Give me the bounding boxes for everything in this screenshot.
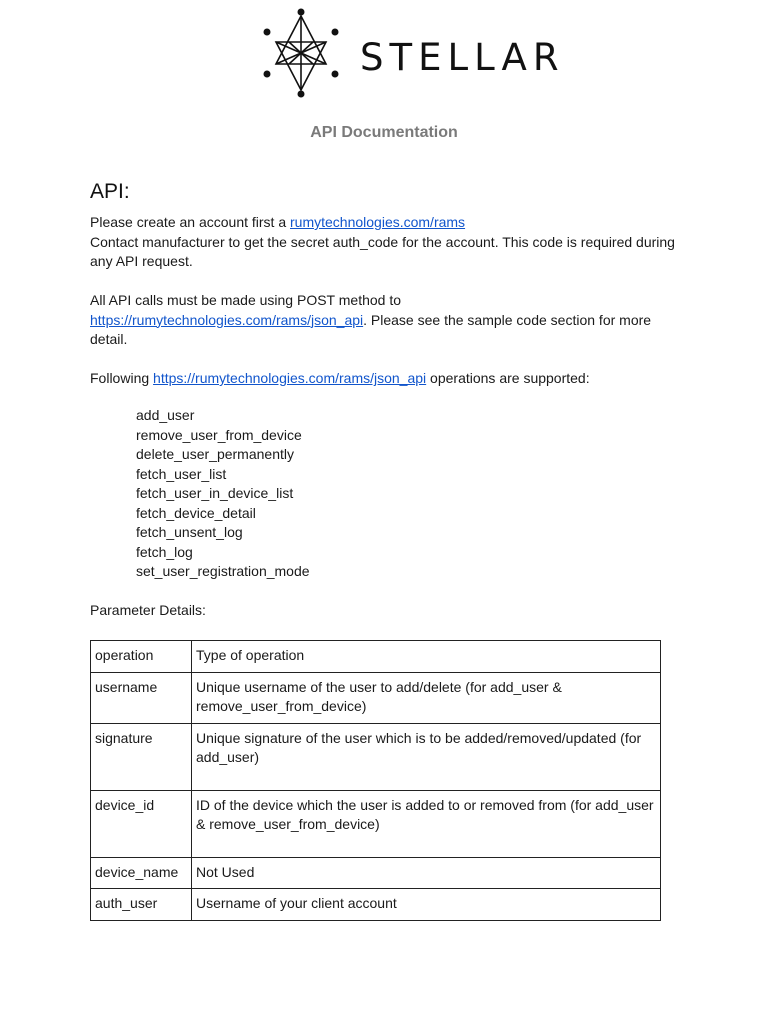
intro-paragraph xyxy=(90,213,680,272)
account-link[interactable]: rumytechnologies.com/rams xyxy=(290,214,466,230)
list-item: fetch_user_in_device_list xyxy=(136,485,294,501)
param-desc: ID of the device which the user is added to or removed from (for add_user & remove_user_from_device) xyxy=(192,790,661,857)
list-item: fetch_unsent_log xyxy=(136,524,243,540)
stellar-logo xyxy=(260,6,565,102)
list-item: remove_user_from_device xyxy=(136,426,302,443)
post-note-prefix: All API calls must be made using POST method to xyxy=(90,292,402,308)
json-api-link-2[interactable]: https://rumytechnologies.com/rams/json_api xyxy=(153,370,427,386)
param-key: device_id xyxy=(91,790,192,857)
param-desc: Not Used xyxy=(192,857,661,889)
list-item: fetch_user_list xyxy=(136,465,227,482)
parameter-table xyxy=(90,640,661,921)
document-title: API Documentation xyxy=(310,124,458,141)
following-prefix: Following xyxy=(90,370,154,386)
brand-wordmark: STELLAR xyxy=(360,36,565,79)
param-key: operation xyxy=(91,641,192,673)
table-row xyxy=(91,889,661,921)
intro-line2-text: Contact manufacturer to get the secret auth_code for the account. This code is required during any API request. xyxy=(90,233,675,269)
star-emblem-icon xyxy=(260,6,350,102)
list-item: fetch_device_detail xyxy=(136,504,256,521)
following-suffix: operations are supported: xyxy=(426,370,590,386)
table-row xyxy=(91,672,661,723)
api-heading: API: xyxy=(90,180,130,203)
operations-intro xyxy=(90,369,680,389)
param-desc: Unique username of the user to add/delete (for add_user & remove_user_from_device) xyxy=(192,672,661,723)
parameter-details-label: Parameter Details: xyxy=(90,602,206,618)
post-method-paragraph xyxy=(90,291,680,350)
param-key: signature xyxy=(91,723,192,790)
table-row xyxy=(91,641,661,673)
list-item: delete_user_permanently xyxy=(136,446,294,462)
json-api-link[interactable]: https://rumytechnologies.com/rams/json_api xyxy=(90,311,364,328)
table-row xyxy=(91,857,661,889)
param-key: device_name xyxy=(91,857,192,889)
param-key: username xyxy=(91,672,192,723)
list-item: set_user_registration_mode xyxy=(136,563,310,579)
table-row xyxy=(91,790,661,857)
param-desc: Type of operation xyxy=(192,641,661,673)
post-note-suffix: . Please see the sample code section for more detail. xyxy=(90,311,652,347)
intro-line1-text: Please create an account first a xyxy=(90,214,290,230)
table-row xyxy=(91,723,661,790)
list-item: add_user xyxy=(136,407,195,423)
param-desc: Unique signature of the user which is to be added/removed/updated (for add_user) xyxy=(192,723,661,790)
param-desc: Username of your client account xyxy=(192,889,661,921)
param-key: auth_user xyxy=(91,889,192,921)
list-item: fetch_log xyxy=(136,543,193,560)
operations-list xyxy=(136,406,310,582)
